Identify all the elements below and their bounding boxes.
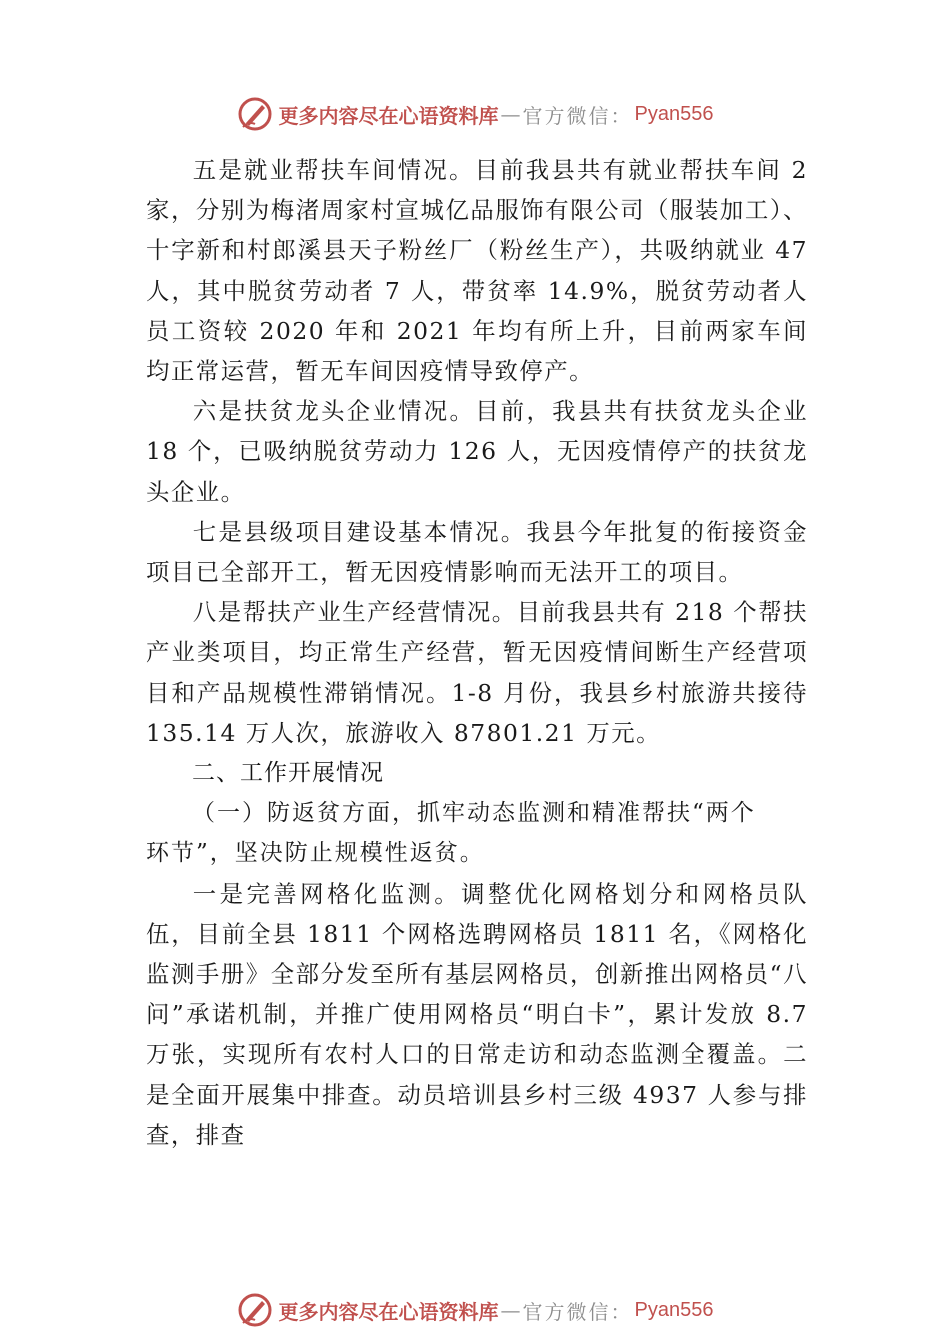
paragraph-employment-workshops: 五是就业帮扶车间情况。目前我县共有就业帮扶车间 2 家，分别为梅渚周家村宣城亿品服饰有限公司（服装加工）、十字新和村郎溪县天子粉丝厂（粉丝生产），共吸纳就业 47 人，其中脱贫劳动者 7 人，带贫率 14.9%，脱贫劳动者人员工资较 2020 年和 2021 年均有所上升，目前两家车间均正常运营，暂无车间因疫情导致停产。 <box>146 156 808 386</box>
promo-text: 更多内容尽在心语资料库 <box>278 1299 499 1324</box>
section-heading: 二、工作开展情况 <box>192 760 384 787</box>
paragraph-county-projects: 七是县级项目建设基本情况。我县今年批复的衔接资金项目已全部开工，暂无因疫情影响而无法开工的项目。 <box>146 517 808 587</box>
paragraph-leading-enterprises: 六是扶贫龙头企业情况。目前，我县共有扶贫龙头企业 18 个，已吸纳脱贫劳动力 126 人，无因疫情停产的扶贫龙头企业。 <box>146 397 808 506</box>
promo-text: 更多内容尽在心语资料库 <box>278 103 499 128</box>
official-label: 官方微信： <box>522 1299 633 1324</box>
pen-logo-icon <box>237 96 273 132</box>
wechat-account: Pyan556 <box>634 1298 714 1321</box>
separator: — <box>500 102 521 126</box>
subsection-heading: （一）防返贫方面，抓牢动态监测和精准帮扶“两个环节”，坚决防止规模性返贫。 <box>146 800 756 867</box>
separator: — <box>500 1298 521 1322</box>
official-label: 官方微信： <box>522 103 633 128</box>
footer-watermark-banner <box>0 1288 950 1332</box>
paragraph-grid-monitoring: 一是完善网格化监测。调整优化网格划分和网格员队伍，目前全县 1811 个网格选聘网格员 1811 名，《网格化监测手册》全部分发至所有基层网格员，创新推出网格员“八问”承诺机制，并推广使用网格员“明白卡”，累计发放 8.7 万张，实现所有农村人口的日常走访和动态监测全覆盖。二是全面开展集中排查。动员培训县乡村三级 4937 人参与排查，排查 <box>146 879 808 1149</box>
wechat-account: Pyan556 <box>634 102 714 125</box>
header-watermark-banner <box>0 92 950 136</box>
paragraph-industry-operations: 八是帮扶产业生产经营情况。目前我县共有 218 个帮扶产业类项目，均正常生产经营，暂无因疫情间断生产经营项目和产品规模性滞销情况。1-8 月份，我县乡村旅游共接待 135.14 万人次，旅游收入 87801.21 万元。 <box>146 598 808 747</box>
document-body <box>146 150 808 1155</box>
pen-logo-icon <box>237 1292 273 1328</box>
